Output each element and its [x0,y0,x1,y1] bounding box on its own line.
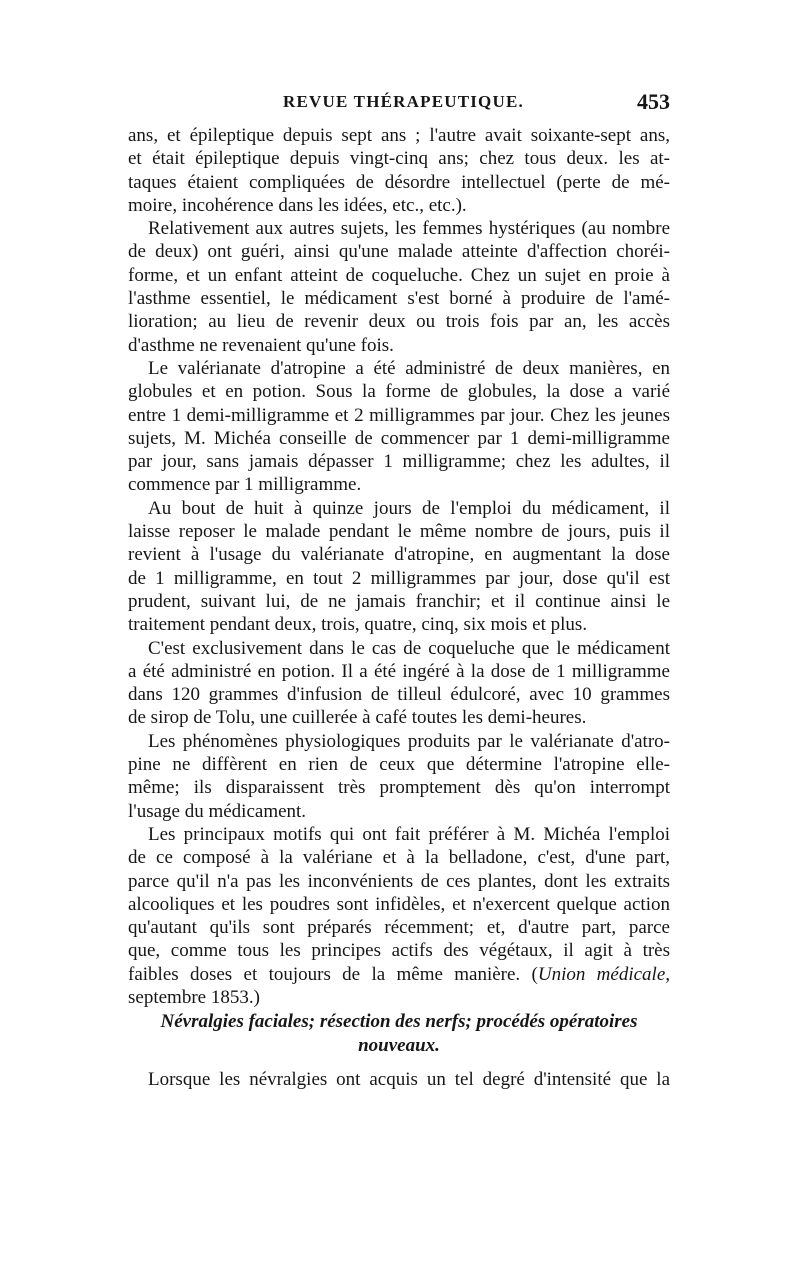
text-line: d'asthme ne revenaient qu'une fois. [128,334,394,356]
text-line: prudent, suivant lui, de ne jamais franchir; et il continue ainsi le [128,590,670,612]
text-line: septembre 1853.) [128,986,260,1008]
journal-name: Union médicale, [537,963,670,985]
text-line: de deux) ont guéri, ainsi qu'une malade atteinte d'affection choréi- [128,241,670,263]
text-line: l'usage du médicament. [128,800,307,822]
text-line: globules et en potion. Sous la forme de globules, la dose a varié [128,381,670,403]
section-title [128,1010,670,1058]
text-fragment: faibles doses et toujours de la même manière. [128,963,521,985]
text-line: sujets, M. Michéa conseille de commencer par 1 demi-milligramme [128,427,670,449]
text-line: ans, et épileptique depuis sept ans ; l'autre avait soixante-sept ans, [128,125,670,146]
text-line: même; ils disparaissent très promptement dès qu'on interrompt [128,777,670,799]
text-line: taques étaient compliquées de désordre intellectuel (perte de mé- [128,171,670,193]
text-line: Le valérianate d'atropine a été administré de deux manières, en [148,357,670,379]
text-line: alcooliques et les poudres sont infidèles, et n'exercent quelque action [128,893,670,915]
citation-open: ( [531,963,538,985]
running-header [128,89,670,118]
text-line: Les phénomènes physiologiques produits par le valérianate d'atro- [148,730,670,752]
text-line: moire, incohérence dans les idées, etc., etc.). [128,194,467,216]
text-line: qu'autant qu'ils sont préparés récemment; et, d'autre part, parce [128,917,670,939]
text-line: de sirop de Tolu, une cuillerée à café toutes les demi-heures. [128,707,587,729]
text-line: par jour, sans jamais dépasser 1 milligramme; chez les adultes, il [128,451,670,473]
text-line: a été administré en potion. Il a été ingéré à la dose de 1 milligramme [128,660,670,682]
page-number: 453 [637,89,670,114]
section-title-line: Névralgies faciales; résection des nerfs; procédés opératoires [160,1011,638,1032]
text-line: que, comme tous les principes actifs des végétaux, il agit à très [128,940,670,962]
text-line: pine ne diffèrent en rien de ceux que détermine l'atropine elle- [128,754,670,776]
text-line: commence par 1 milligramme. [128,474,362,496]
text-line: lioration; au lieu de revenir deux ou trois fois par an, les accès [128,311,670,333]
citation-line [128,963,670,986]
text-line: l'asthme essentiel, le médicament s'est borné à produire de l'amé- [128,288,670,310]
text-line: Lorsque les névralgies ont acquis un tel degré d'intensité que la [148,1069,670,1090]
text-line: C'est exclusivement dans le cas de coqueluche que le médicament [148,637,670,659]
body-text [128,124,670,1009]
closing-text [128,1068,670,1091]
text-line: de 1 milligramme, en tout 2 milligrammes par jour, dose qu'il est [128,567,670,589]
text-line: de ce composé à la valériane et à la belladone, c'est, d'une part, [128,847,670,869]
text-line: traitement pendant deux, trois, quatre, cinq, six mois et plus. [128,614,588,636]
text-line: entre 1 demi-milligramme et 2 milligrammes par jour. Chez les jeunes [128,404,670,426]
text-line: laisse reposer le malade pendant le même nombre de jours, puis il [128,521,670,543]
text-line: Au bout de huit à quinze jours de l'emploi du médicament, il [148,497,670,519]
text-line: parce qu'il n'a pas les inconvénients de ces plantes, dont les extraits [128,870,670,892]
running-title: REVUE THÉRAPEUTIQUE. [283,92,524,111]
section-title-line: nouveaux. [358,1035,440,1056]
text-line: revient à l'usage du valérianate d'atropine, en augmentant la dose [128,544,670,566]
text-line: Relativement aux autres sujets, les femmes hystériques (au nombre [148,218,670,240]
text-line: dans 120 grammes d'infusion de tilleul édulcoré, avec 10 grammes [128,684,670,706]
text-line: Les principaux motifs qui ont fait préférer à M. Michéa l'emploi [148,823,670,845]
text-line: et était épileptique depuis vingt-cinq ans; chez tous deux. les at- [128,148,670,170]
text-line: forme, et un enfant atteint de coqueluche. Chez un sujet en proie à [128,264,670,286]
